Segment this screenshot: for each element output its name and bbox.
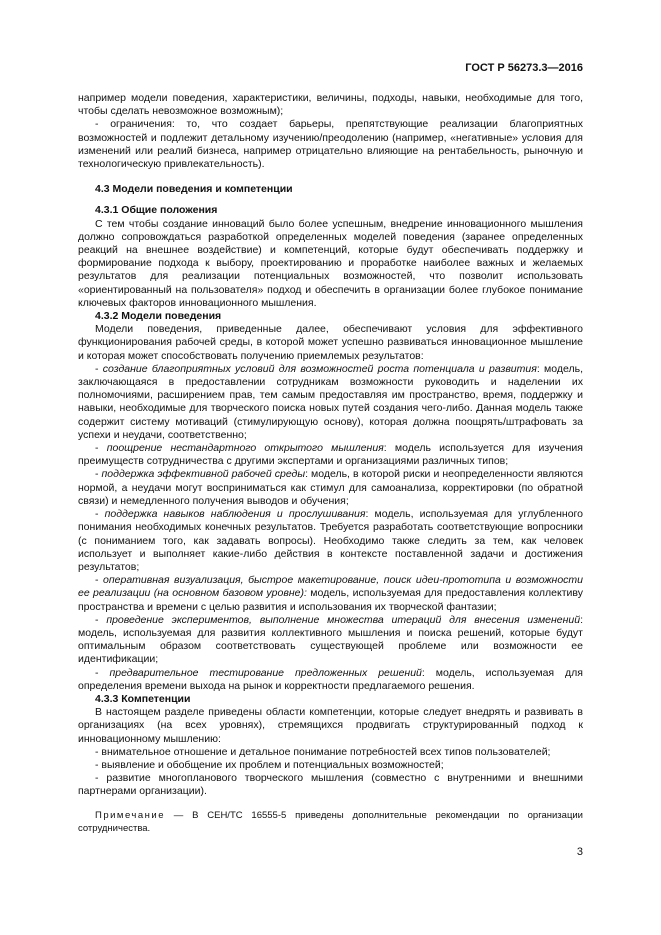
note-label: Примечание <box>95 809 165 821</box>
behavior-model-term: предварительное тестирование предложенных решений <box>109 666 422 679</box>
section-4-3-3-intro: В настоящем разделе приведены области компетенции, которые следует внедрять и развивать в организациях (на всех уровнях), стремящихся продвигать структурированный подход к инновационному мышлению: <box>78 706 583 745</box>
behavior-model-term: создание благоприятных условий для возможностей роста потенциала и развития <box>102 362 537 375</box>
behavior-model-item: - оперативная визуализация, быстрое макетирование, поиск идеи-прототипа и возможности ее реализации (на основном базовом уровне): модель, используемая для предоставления коллективу пространства и времени с целью развития и использования их творческой фантазии; <box>78 574 583 613</box>
behavior-model-term: оперативная визуализация, быстрое макетирование, поиск идеи-прототипа и возможности ее реализации (на основном базовом уровне): <box>78 574 583 600</box>
section-4-3-2-intro: Модели поведения, приведенные далее, обеспечивают условия для эффективного функционирования рабочей среды, в которой может успешно развиваться инновационное мышление и которая может способствовать получению приемлемых результатов: <box>78 323 583 362</box>
section-4-3-title: 4.3 Модели поведения и компетенции <box>95 183 293 196</box>
section-4-3-3-title: 4.3.3 Компетенции <box>95 692 191 705</box>
behavior-model-term: проведение экспериментов, выполнение множества итераций для внесения изменений <box>106 613 581 626</box>
intro-paragraph-1: например модели поведения, характеристики, величины, подходы, навыки, необходимые для того, чтобы сделать невозможное возможным); <box>78 92 583 118</box>
document-body <box>78 92 583 835</box>
competence-item: - выявление и обобщение их проблем и потенциальных возможностей; <box>95 758 444 771</box>
page-number: 3 <box>576 846 583 858</box>
note-paragraph <box>78 809 583 835</box>
competence-item: - внимательное отношение и детальное понимание потребностей всех типов пользователей; <box>95 745 551 758</box>
behavior-model-item: - создание благоприятных условий для возможностей роста потенциала и развития: модель, заключающаяся в предоставлении сотрудникам возможности руководить и наделении их полномочиями, расширением прав, тем самым предоставляя им пространство, время, поддержку и навыки, необходимые для творческого поиска новых путей создания чего-либо. Данная модель также содержит систему мотиваций (стимулирующую основу), которая должна поощрять/штрафовать за успехи и неудачи, соответственно; <box>78 362 584 441</box>
behavior-model-term: поддержка эффективной рабочей среды <box>101 468 306 481</box>
section-4-3-1-paragraph: С тем чтобы создание инноваций было более успешным, внедрение инновационного мышления должно сопровождаться разработкой определенных моделей поведения (заранее определенных реакций на внешнее воздействие) и компетенций, которые будут обеспечивать поддержку и формирование подхода к выбору, проектированию и проработке наиболее важных и желаемых результатов для реализации потенциальных возможностей, что позволит использовать «ориентированный на пользователя» подход и обеспечить в организации более глубокое понимание ключевых факторов инновационного мышления. <box>78 217 583 309</box>
section-4-3-1-title: 4.3.1 Общие положения <box>95 204 218 217</box>
behavior-model-term: поддержка навыков наблюдения и прослушивания <box>104 508 366 521</box>
behavior-model-item: - поощрение нестандартного открытого мышления: модель используется для изучения преимуществ сотрудничества с другими экспертами и организациями различных типов; <box>78 442 583 468</box>
intro-paragraph-2: - ограничения: то, что создает барьеры, препятствующие реализации благоприятных возможностей и подлежит детальному изучению/преодолению (например, «негативные» условия для изменений или реалий бизнеса, например отрицательно влияющие на рентабельность, рыночную и технологическую привлекательность). <box>78 118 583 171</box>
note-text: — В CEH/TC 16555-5 приведены дополнительные рекомендации по организации сотрудничества. <box>78 809 583 834</box>
behavior-model-item: - проведение экспериментов, выполнение множества итераций для внесения изменений: модель, используемая для развития коллективного мышления и поиска решений, которые будут оптимальным образом соответствовать существующей проблеме или возможности ее идентификации; <box>78 613 583 666</box>
document-id-header: ГОСТ Р 56273.3—2016 <box>465 62 583 74</box>
behavior-model-item: - предварительное тестирование предложенных решений: модель, используемая для определения времени выхода на рынок и корректности предлагаемого решения. <box>78 666 583 692</box>
behavior-model-item: - поддержка навыков наблюдения и прослушивания: модель, используемая для углубленного понимания необходимых конечных результатов. Требуется разработать соответствующие вопросники (с пониманием того, как задавать вопросы). Необходимо также следить за тем, как человек использует и выполняет какие-либо действия в контексте поставленной задачи и достижения результатов; <box>78 508 583 573</box>
section-4-3-2-title: 4.3.2 Модели поведения <box>95 310 222 323</box>
behavior-model-item: - поддержка эффективной рабочей среды: модель, в которой риски и неопределенности являются нормой, а неудачи могут восприниматься как стимул для самоанализа, корректировки (по обратной связи) и немедленного получения выводов и обучения; <box>78 468 584 507</box>
competence-item: - развитие многопланового творческого мышления (совместно с внутренними и внешними партнерами организации). <box>78 772 583 798</box>
behavior-model-term: поощрение нестандартного открытого мышления <box>106 442 384 455</box>
